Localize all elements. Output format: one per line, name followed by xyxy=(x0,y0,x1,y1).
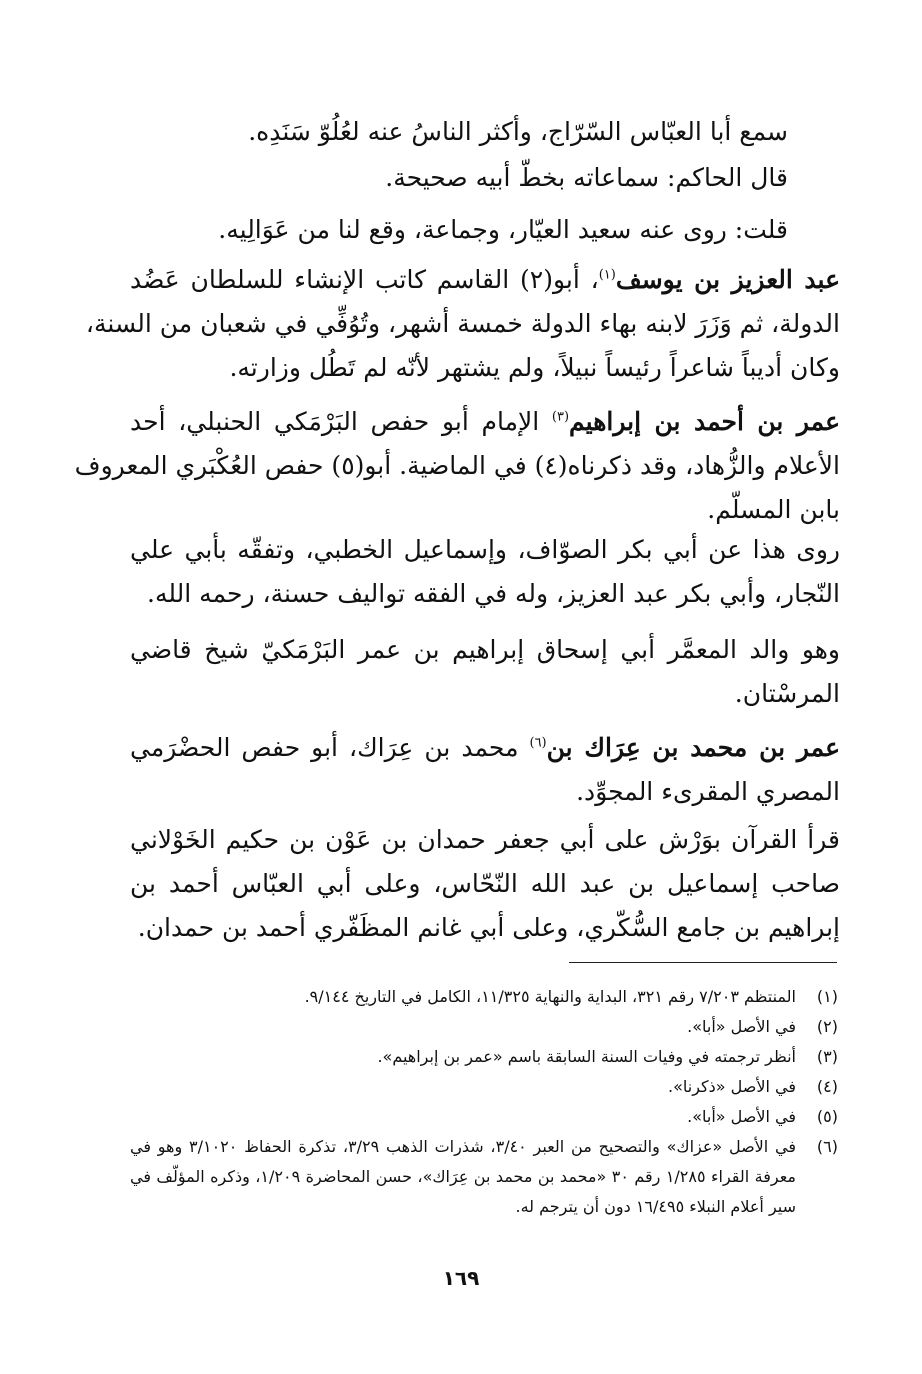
text-line: قلت: روى عنه سعيد العيّار، وجماعة، وقع لنا من عَوَالِيه. xyxy=(218,215,788,244)
text-line: وكان أديباً شاعراً رئيساً نبيلاً، ولم يشتهر لأنّه لم تَطُل وزارته. xyxy=(229,353,840,382)
footnote-text: في الأصل «أبا». xyxy=(687,1017,796,1036)
footnote-number: (٥) xyxy=(816,1107,838,1126)
text-line: الأعلام والزُّهاد، وقد ذكرناه(٤) في الماضية. أبو(٥) حفص العُكْبَري المعروف xyxy=(74,451,840,480)
text-line: سمع أبا العبّاس السّرّاج، وأكثر الناسُ عنه لعُلُوّ سَنَدِه. xyxy=(248,117,788,146)
footnote-ref: (٣) xyxy=(551,409,570,425)
text-line: المصري المقرىء المجوِّد. xyxy=(576,777,840,806)
text-line xyxy=(130,258,840,302)
footnote-4 xyxy=(130,1072,838,1102)
entry-abd-al-aziz xyxy=(85,258,841,390)
text-line: قال الحاكم: سماعاته بخطّ أبيه صحيحة. xyxy=(385,163,788,192)
footnote-text: في الأصل «أبا». xyxy=(687,1107,796,1126)
paragraph-5 xyxy=(130,628,840,716)
entry-umar-ibn-muhammad xyxy=(130,726,840,814)
paragraph-4 xyxy=(130,528,840,616)
entry-heading: عمر بن محمد بن عِرَاك بن xyxy=(546,733,840,762)
text-line: الدولة، ثم وَزَرَ لابنه بهاء الدولة خمسة أشهر، وتُوُفِّي في شعبان من السنة، xyxy=(85,309,840,338)
text-line: روى هذا عن أبي بكر الصوّاف، وإسماعيل الخطبي، وتفقّه بأبي علي xyxy=(130,535,840,564)
entry-text: ، أبو(٢) القاسم كاتب الإنشاء للسلطان عَضُد xyxy=(130,265,599,294)
footnote-2 xyxy=(130,1012,838,1042)
footnote-number: (٣) xyxy=(816,1047,838,1066)
footnote-number: (١) xyxy=(816,987,838,1006)
footnote-1 xyxy=(130,982,838,1012)
footnote-3 xyxy=(130,1042,838,1072)
text-line: إبراهيم بن جامع السُّكّري، وعلى أبي غانم المظَفّري أحمد بن حمدان. xyxy=(137,913,840,942)
entry-heading: عبد العزيز بن يوسف xyxy=(615,265,841,294)
footnote-number: (٢) xyxy=(816,1017,838,1036)
footnote-text: في الأصل «عزاك» والتصحيح من العبر ٣/٤٠، شذرات الذهب ٣/٢٩، تذكرة الحفاظ ٣/١٠٢٠ وهو في معرفة القراء ١/٢٨٥ رقم ٣٠ «محمد بن محمد بن عِرَاك»، حسن المحاضرة ١/٢٠٩، وذكره المؤلّف في سير أعلام النبلاء ١٦/٤٩٥ دون أن يترجم له. xyxy=(130,1137,797,1216)
footnote-text: المنتظم ٧/٢٠٣ رقم ٣٢١، البداية والنهاية ١١/٣٢٥، الكامل في التاريخ ٩/١٤٤. xyxy=(304,987,796,1006)
footnotes xyxy=(130,982,838,1222)
text-line xyxy=(130,726,840,770)
entry-text: الإمام أبو حفص البَرْمَكي الحنبلي، أحد xyxy=(130,407,552,436)
footnote-text: أنظر ترجمته في وفيات السنة السابقة باسم «عمر بن إبراهيم». xyxy=(377,1047,796,1066)
text-line: بابن المسلّم. xyxy=(707,495,840,524)
paragraph-7 xyxy=(130,818,840,950)
footnote-5 xyxy=(130,1102,838,1132)
text-line: قرأ القرآن بوَرْش على أبي جعفر حمدان بن عَوْن بن حكيم الخَوْلاني xyxy=(130,825,840,854)
text-line: صاحب إسماعيل بن عبد الله النّحّاس، وعلى أبي العبّاس أحمد بن xyxy=(130,869,840,898)
text-line xyxy=(130,400,840,444)
paragraph-1 xyxy=(178,110,788,252)
entry-umar-ibn-ahmad xyxy=(74,400,840,532)
footnote-number: (٦) xyxy=(816,1137,838,1156)
footnote-text: في الأصل «ذكرنا». xyxy=(668,1077,796,1096)
footnote-separator xyxy=(569,962,837,963)
entry-heading: عمر بن أحمد بن إبراهيم xyxy=(569,407,840,436)
page-number: ١٦٩ xyxy=(442,1266,480,1290)
text-line: النّجار، وأبي بكر عبد العزيز، وله في الفقه تواليف حسنة، رحمه الله. xyxy=(147,579,840,608)
footnote-ref: (٦) xyxy=(529,735,547,751)
footnote-6 xyxy=(130,1132,838,1222)
footnote-ref: (١) xyxy=(598,267,616,283)
text-line: وهو والد المعمَّر أبي إسحاق إبراهيم بن عمر البَرْمَكيّ شيخ قاضي xyxy=(130,635,840,664)
text-line: المرسْتان. xyxy=(734,679,840,708)
entry-text: محمد بن عِرَاك، أبو حفص الحضْرَمي xyxy=(130,733,530,762)
footnote-number: (٤) xyxy=(816,1077,838,1096)
